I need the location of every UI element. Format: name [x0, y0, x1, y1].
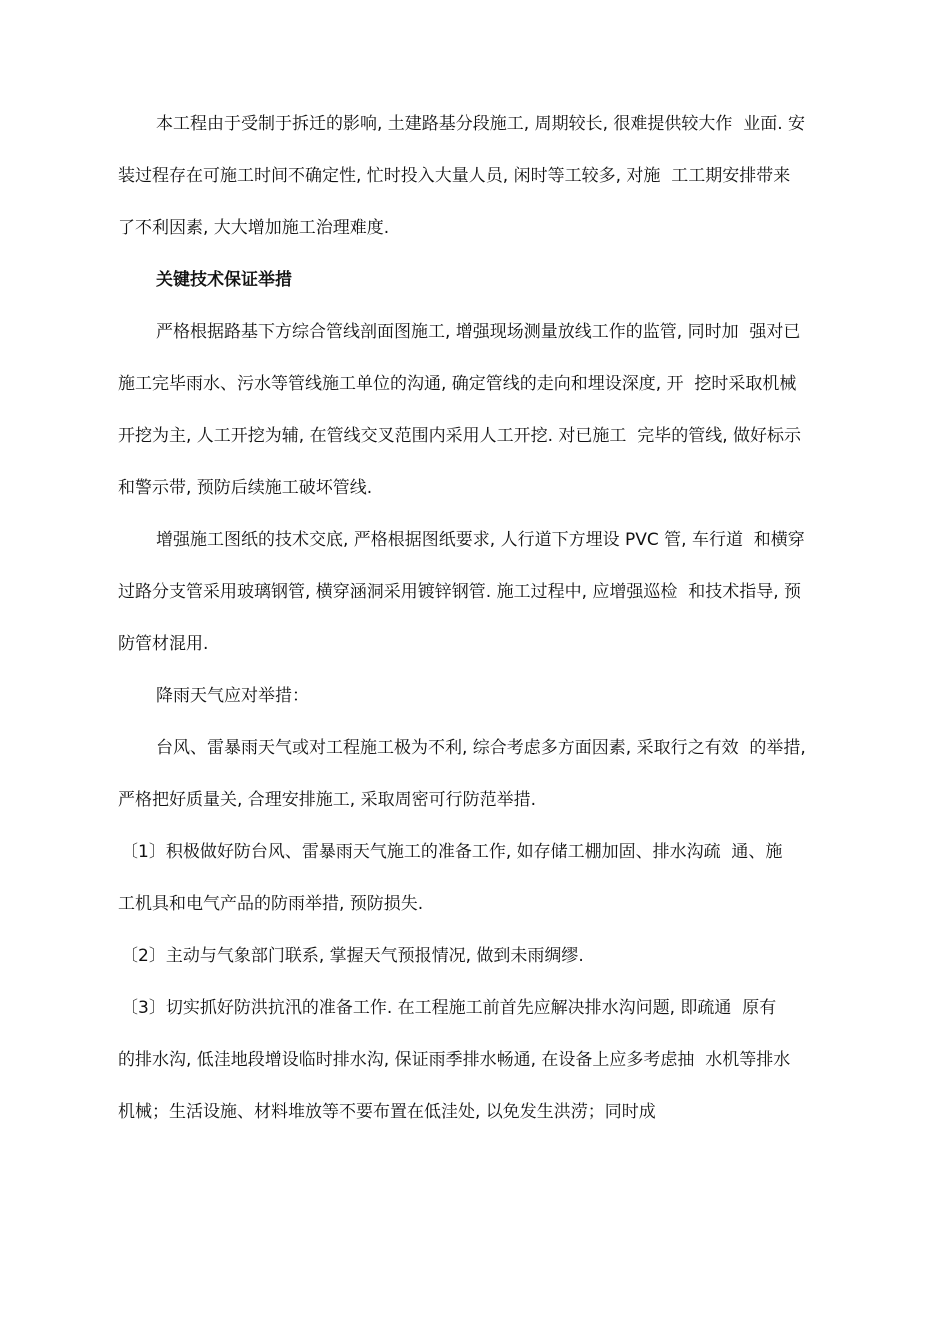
list-item-2: 〔2〕主动与气象部门联系, 掌握天气预报情况, 做到未雨绸缪. — [121, 946, 584, 966]
paragraph-1-line-1: 本工程由于受制于拆迁的影响, 土建路基分段施工, 周期较长, 很难提供较大作 业面. 安 — [156, 114, 806, 134]
paragraph-2-line-1: 严格根据路基下方综合管线剖面图施工, 增强现场测量放线工作的监管, 同时加 强对已 — [156, 322, 801, 342]
paragraph-3-line-3: 防管材混用. — [118, 634, 209, 654]
paragraph-1-line-3: 了不利因素, 大大增加施工治理难度. — [118, 218, 390, 238]
subsection-heading: 降雨天气应对举措： — [156, 686, 309, 706]
list-item-1-line-1: 〔1〕积极做好防台风、雷暴雨天气施工的准备工作, 如存储工棚加固、排水沟疏 通、施 — [121, 842, 783, 862]
list-item-3-line-1: 〔3〕切实抓好防洪抗汛的准备工作. 在工程施工前首先应解决排水沟问题, 即疏通 原有 — [121, 998, 777, 1018]
section-heading: 关键技术保证举措 — [156, 270, 292, 290]
paragraph-4-line-2: 严格把好质量关, 合理安排施工, 采取周密可行防范举措. — [118, 790, 537, 810]
paragraph-4-line-1: 台风、雷暴雨天气或对工程施工极为不利, 综合考虑多方面因素, 采取行之有效 的举措, — [156, 738, 806, 758]
paragraph-3-line-1: 增强施工图纸的技术交底, 严格根据图纸要求, 人行道下方埋设 PVC 管, 车行道 和横穿 — [156, 530, 805, 550]
paragraph-2-line-3: 开挖为主, 人工开挖为辅, 在管线交叉范围内采用人工开挖. 对已施工 完毕的管线, 做好标示 — [118, 426, 802, 446]
list-item-1-line-2: 工机具和电气产品的防雨举措, 预防损失. — [118, 894, 424, 914]
list-item-3-line-2: 的排水沟, 低洼地段增设临时排水沟, 保证雨季排水畅通, 在设备上应多考虑抽 水机等排水 — [118, 1050, 791, 1070]
paragraph-2-line-4: 和警示带, 预防后续施工破坏管线. — [118, 478, 373, 498]
paragraph-1-line-2: 装过程存在可施工时间不确定性, 忙时投入大量人员, 闲时等工较多, 对施 工工期安排带来 — [118, 166, 791, 186]
list-item-3-line-3: 机械；生活设施、材料堆放等不要布置在低洼处, 以免发生洪涝；同时成 — [118, 1102, 656, 1122]
paragraph-2-line-2: 施工完毕雨水、污水等管线施工单位的沟通, 确定管线的走向和埋设深度, 开 挖时采取机械 — [118, 374, 797, 394]
paragraph-3-line-2: 过路分支管采用玻璃钢管, 横穿涵洞采用镀锌钢管. 施工过程中, 应增强巡检 和技术指导, 预 — [118, 582, 802, 602]
